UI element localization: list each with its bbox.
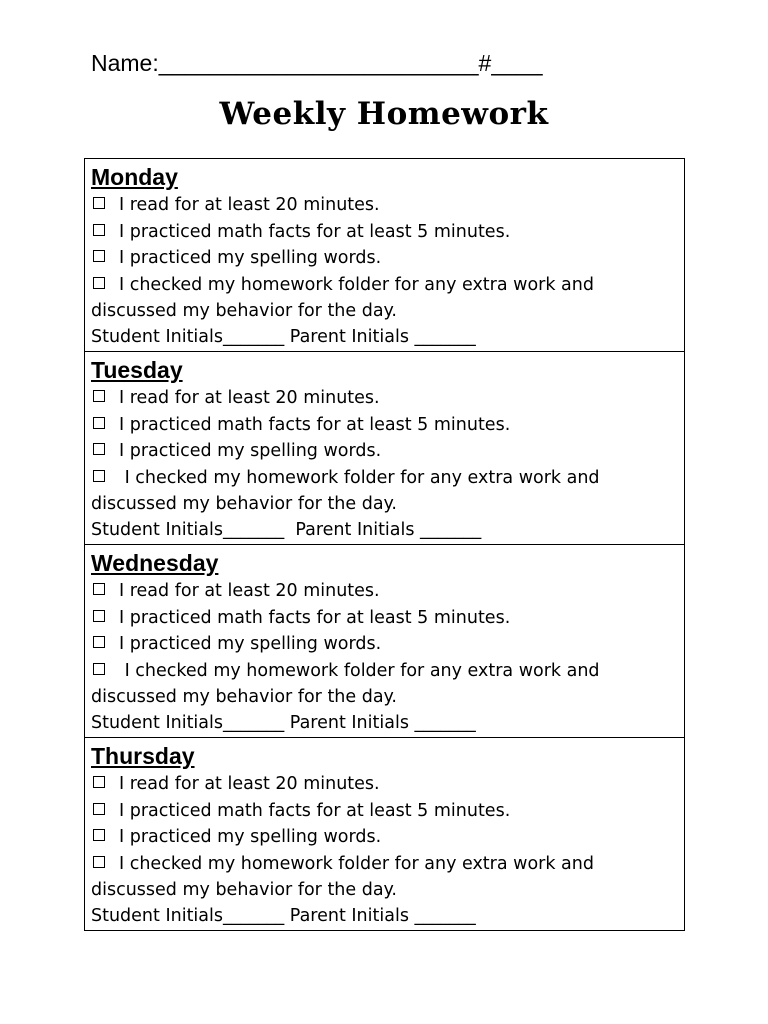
checkbox[interactable]	[93, 803, 105, 815]
checklist-item	[91, 385, 684, 412]
checkbox[interactable]	[93, 390, 105, 402]
day-heading: Monday	[91, 164, 178, 190]
checkbox[interactable]	[93, 417, 105, 429]
day-heading: Wednesday	[91, 550, 219, 576]
checklist-item	[91, 245, 684, 272]
day-section-tuesday	[85, 352, 684, 545]
checklist-item	[91, 412, 684, 439]
checklist-item-label: I read for at least 20 minutes.	[119, 581, 380, 601]
checklist-item-label: I checked my homework folder for any extra work and	[119, 467, 600, 488]
checkbox[interactable]	[93, 636, 105, 648]
homework-table	[84, 158, 685, 931]
checklist-item-label: I read for at least 20 minutes.	[119, 774, 380, 794]
checklist-item	[91, 851, 684, 878]
checklist-item	[91, 192, 684, 219]
checkbox[interactable]	[93, 443, 105, 455]
checklist-item-label: I checked my homework folder for any extra work and	[119, 853, 594, 874]
checkbox[interactable]	[93, 250, 105, 262]
checklist-item	[91, 219, 684, 246]
checklist-continuation: discussed my behavior for the day.	[91, 494, 397, 514]
checklist-item-label: I checked my homework folder for any extra work and	[119, 660, 600, 681]
checkbox[interactable]	[93, 776, 105, 788]
checklist-item	[91, 631, 684, 658]
checkbox[interactable]	[93, 277, 105, 289]
checklist-continuation: discussed my behavior for the day.	[91, 301, 397, 321]
checklist-item	[91, 272, 684, 299]
day-section-thursday	[85, 738, 684, 930]
checklist-item	[91, 465, 684, 492]
checklist-item-label: I practiced my spelling words.	[119, 248, 382, 268]
checkbox[interactable]	[93, 583, 105, 595]
name-line: Name:_________________________#____	[91, 50, 543, 76]
checklist-item-label: I practiced my spelling words.	[119, 441, 382, 461]
checklist-continuation: discussed my behavior for the day.	[91, 687, 397, 707]
checklist-item-label: I practiced my spelling words.	[119, 827, 382, 847]
checkbox[interactable]	[93, 197, 105, 209]
checkbox[interactable]	[93, 470, 105, 482]
checklist-item	[91, 438, 684, 465]
checklist-item-label: I checked my homework folder for any extra work and	[119, 274, 594, 295]
checklist-item-label: I practiced math facts for at least 5 minutes.	[119, 800, 511, 821]
checklist-item	[91, 658, 684, 685]
checklist-item-label: I practiced math facts for at least 5 minutes.	[119, 414, 511, 435]
day-section-monday	[85, 159, 684, 352]
initials-line: Student Initials_______ Parent Initials _______	[91, 905, 476, 926]
checklist-continuation: discussed my behavior for the day.	[91, 880, 397, 900]
initials-line: Student Initials_______ Parent Initials _______	[91, 712, 476, 733]
checkbox[interactable]	[93, 224, 105, 236]
checkbox[interactable]	[93, 856, 105, 868]
checklist-item	[91, 605, 684, 632]
initials-line: Student Initials_______ Parent Initials _______	[91, 519, 482, 540]
checklist-item	[91, 578, 684, 605]
page-title: Weekly Homework	[219, 96, 549, 132]
checklist-item-label: I practiced math facts for at least 5 minutes.	[119, 221, 511, 242]
checklist-item-label: I practiced math facts for at least 5 minutes.	[119, 607, 511, 628]
checkbox[interactable]	[93, 663, 105, 675]
checklist-item	[91, 798, 684, 825]
checklist-item-label: I read for at least 20 minutes.	[119, 388, 380, 408]
checkbox[interactable]	[93, 610, 105, 622]
checklist-item	[91, 824, 684, 851]
checklist-item-label: I practiced my spelling words.	[119, 634, 382, 654]
checklist-item-label: I read for at least 20 minutes.	[119, 195, 380, 215]
checklist-item	[91, 771, 684, 798]
day-heading: Thursday	[91, 743, 195, 769]
checkbox[interactable]	[93, 829, 105, 841]
day-heading: Tuesday	[91, 357, 183, 383]
initials-line: Student Initials_______ Parent Initials _______	[91, 326, 476, 347]
day-section-wednesday	[85, 545, 684, 738]
